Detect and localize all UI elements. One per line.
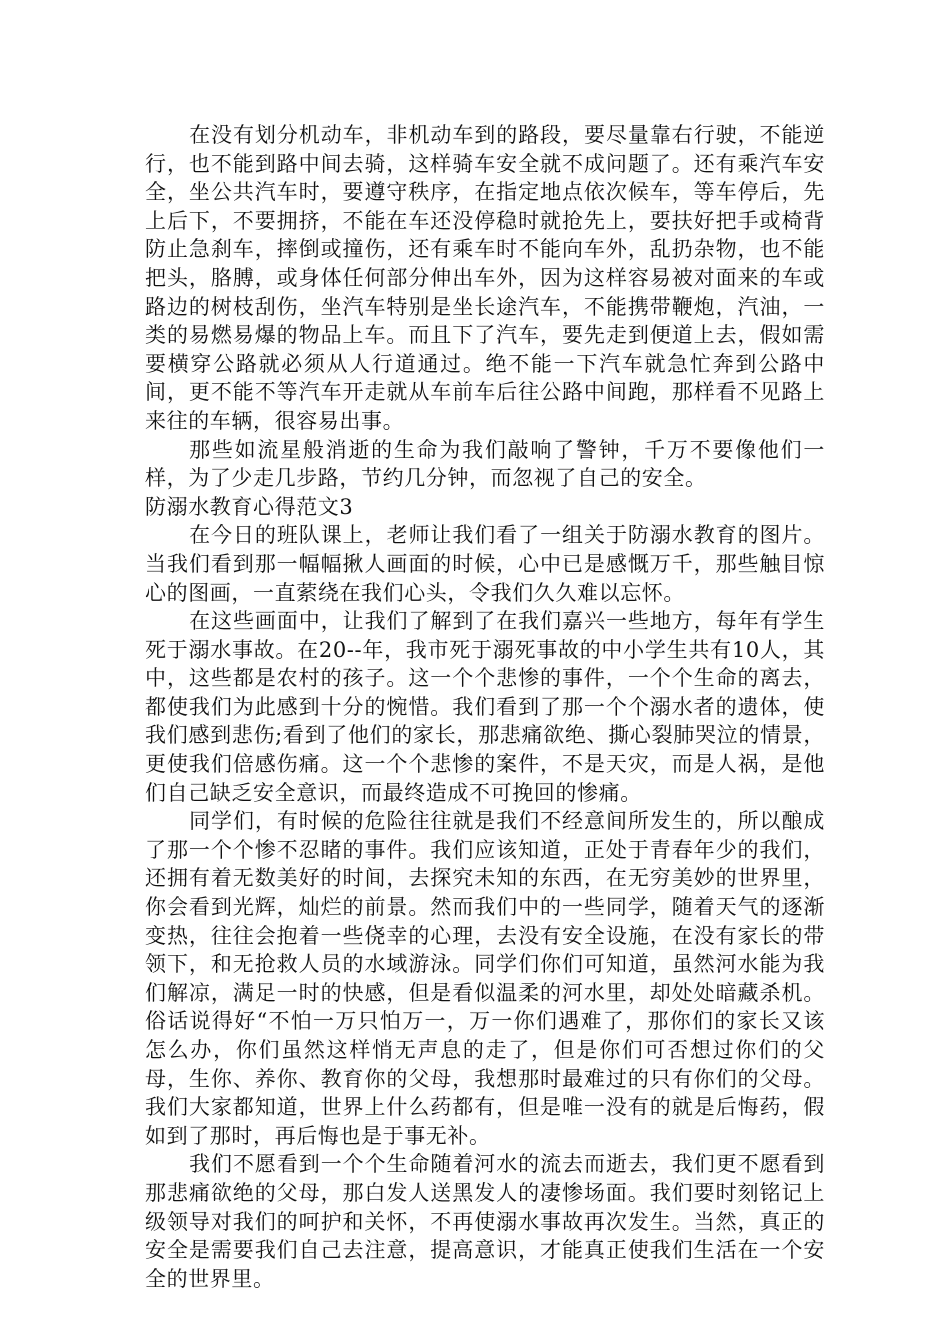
document-body (145, 121, 825, 1293)
paragraph-accident-statistics: 在这些画面中，让我们了解到了在我们嘉兴一些地方，每年有学生死于溺水事故。在20--年，我市死于溺死事故的中小学生共有10人，其中，这些都是农村的孩子。这一个个悲惨的事件，一个个生命的离去，都使我们为此感到十分的惋惜。我们看到了那一个个溺水者的遗体，使我们感到悲伤;看到了他们的家长，那悲痛欲绝、撕心裂肺哭泣的情景，更使我们倍感伤痛。这一个个悲惨的案件，不是天灾，而是人祸，是他们自己缺乏安全意识，而最终造成不可挽回的惨痛。 (145, 609, 825, 805)
paragraph-class-meeting: 在今日的班队课上，老师让我们看了一组关于防溺水教育的图片。当我们看到那一幅幅揪人画面的时候，心中已是感慨万千，那些触目惊心的图画，一直萦绕在我们心头，令我们久久难以忘怀。 (145, 523, 825, 605)
section-heading: 防溺水教育心得范文3 (145, 494, 354, 519)
paragraph-danger-warning: 同学们，有时候的危险往往就是我们不经意间所发生的，所以酿成了那一个个惨不忍睹的事件。我们应该知道，正处于青春年少的我们，还拥有着无数美好的时间，去探究未知的东西，在无穷美妙的世界里，你会看到光辉，灿烂的前景。然而我们中的一些同学，随着天气的逐渐变热，往往会抱着一些侥幸的心理，去没有安全设施，在没有家长的带领下，和无抢救人员的水域游泳。同学们你们可知道，虽然河水能为我们解凉，满足一时的快感，但是看似温柔的河水里，却处处暗藏杀机。俗话说得好“不怕一万只怕万一，万一你们遇难了，那你们的家长又该怎么办，你们虽然这样悄无声息的走了，但是你们可否想过你们的父母，生你、养你、教育你的父母，我想那时最难过的只有你们的父母。我们大家都知道，世界上什么药都有，但是唯一没有的就是后悔药，假如到了那时，再后悔也是于事无补。 (145, 809, 825, 1148)
paragraph-warning: 那些如流星般消逝的生命为我们敲响了警钟，千万不要像他们一样，为了少走几步路，节约几分钟，而忽视了自己的安全。 (145, 437, 825, 491)
paragraph-conclusion: 我们不愿看到一个个生命随着河水的流去而逝去，我们更不愿看到那悲痛欲绝的父母，那白发人送黑发人的凄惨场面。我们要时刻铭记上级领导对我们的呵护和关怀，不再使溺水事故再次发生。当然，真正的安全是需要我们自己去注意，提高意识，才能真正使我们生活在一个安全的世界里。 (145, 1152, 825, 1291)
paragraph-traffic-safety: 在没有划分机动车，非机动车到的路段，要尽量靠右行驶，不能逆行，也不能到路中间去骑，这样骑车安全就不成问题了。还有乘汽车安全，坐公共汽车时，要遵守秩序，在指定地点依次候车，等车停后，先上后下，不要拥挤，不能在车还没停稳时就抢先上，要扶好把手或椅背防止急刹车，摔倒或撞伤，还有乘车时不能向车外，乱扔杂物，也不能把头，胳膊，或身体任何部分伸出车外，因为这样容易被对面来的车或路边的树枝刮伤，坐汽车特别是坐长途汽车，不能携带鞭炮，汽油，一类的易燃易爆的物品上车。而且下了汽车，要先走到便道上去，假如需要横穿公路就必须从人行道通过。绝不能一下汽车就急忙奔到公路中间，更不能不等汽车开走就从车前车后往公路中间跑，那样看不见路上来往的车辆，很容易出事。 (145, 123, 825, 433)
